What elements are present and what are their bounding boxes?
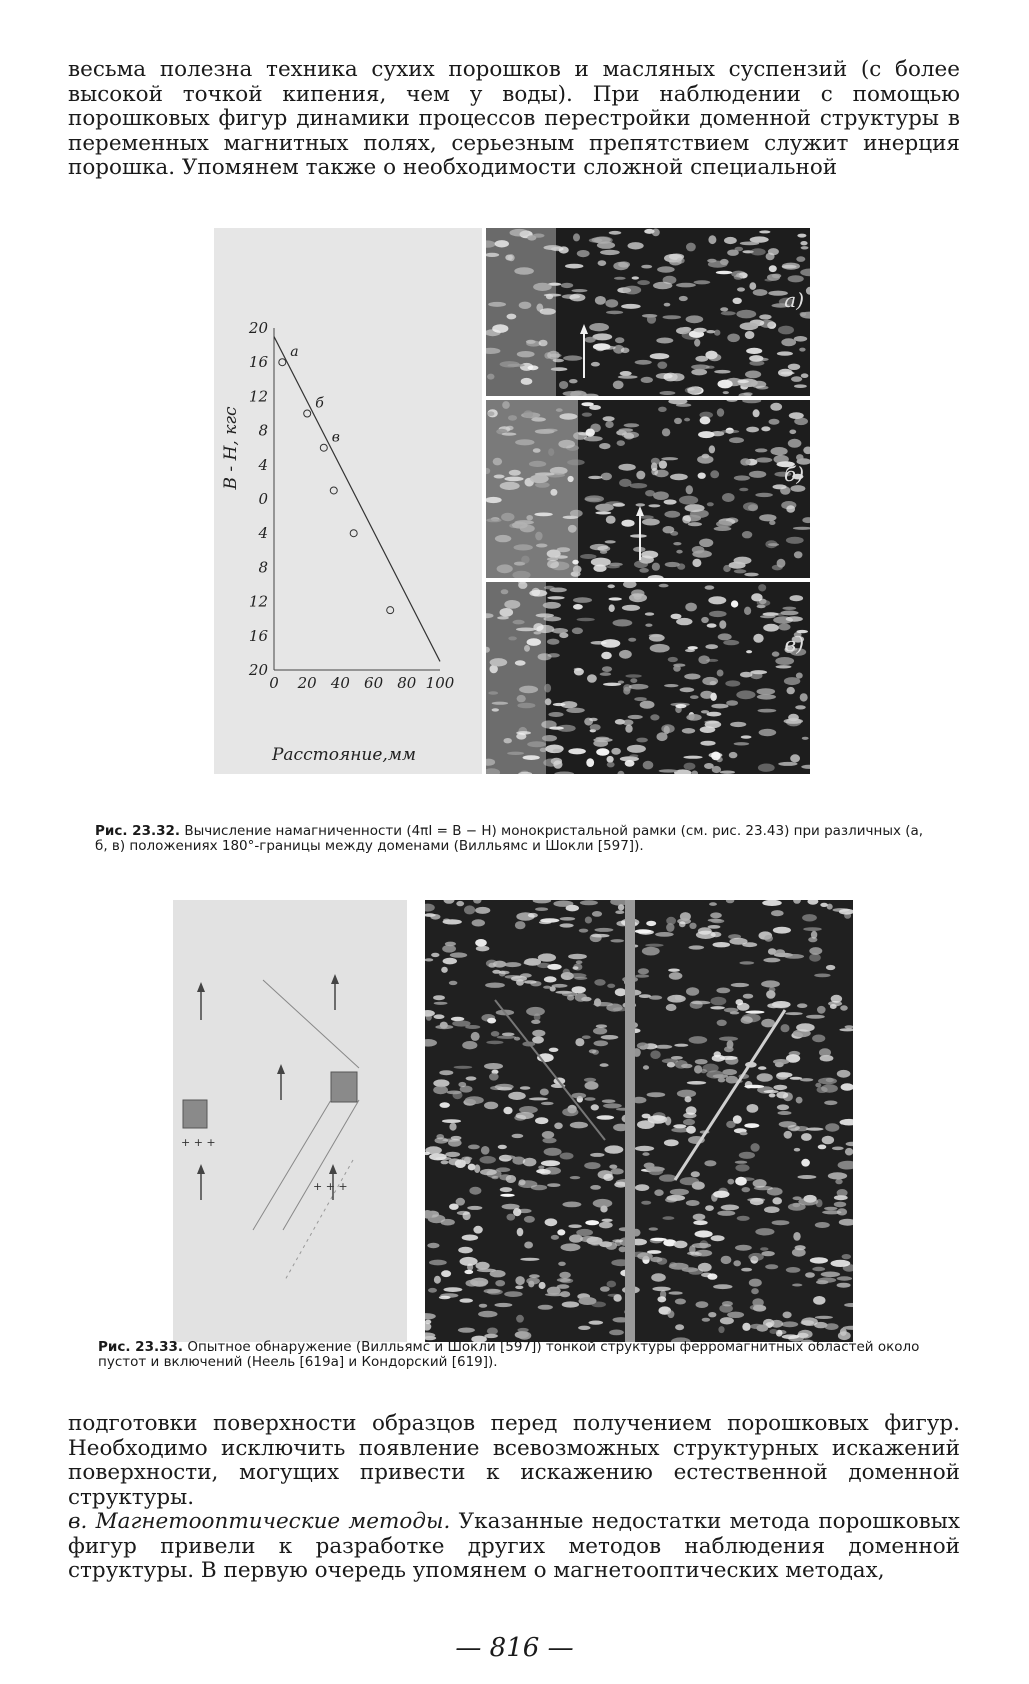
caption-label: Рис. 23.32. [95,823,181,839]
y-tick-label: 4 [258,455,268,474]
y-tick-label: 8 [258,421,268,440]
y-tick-label: 20 [248,661,268,679]
magnetization-plot [214,228,482,774]
y-tick-label: 4 [258,524,268,543]
domain-photo-c [486,582,810,774]
x-tick-label: 80 [397,674,417,692]
figure-23-32-plot [214,228,482,774]
figure-23-32-caption [95,824,935,854]
divider-strip [625,900,635,1342]
x-tick-label: 60 [364,674,384,692]
inclusion-diagram-drawing [173,900,407,1342]
fit-line [274,337,440,662]
domain-photo-b [486,400,810,578]
page-number: — 816 — [455,1633,574,1663]
void-square-icon [183,1100,207,1128]
domain-photo-c-image [486,582,810,774]
body-paragraph: подготовки поверхности образцов перед получением порошковых фигур. Необходимо исключить появление всевозможных структурных искажений поверхности, могущих привести к искажению естественной доменной структуры. [68,1411,960,1510]
figure-23-32 [214,228,810,774]
caption-label: Рис. 23.33. [98,1339,184,1355]
data-point [279,359,286,366]
data-point [320,444,327,451]
x-tick-label: 100 [425,674,455,692]
y-tick-label: 20 [248,319,268,337]
y-tick-label: 12 [248,387,268,406]
domain-photo-a [486,228,810,396]
y-tick-label: 12 [248,592,268,611]
y-tick-label: 8 [258,558,268,577]
charge-signs-void: + + + [181,1136,216,1149]
data-point [350,530,357,537]
caption-text: Опытное обнаружение (Вилльямс и Шокли [597]) тонкой структуры ферромагнитных областей около пустот и включений (Неель [619а] и Кондорский [619]). [98,1339,920,1370]
domain-fine-structure-photo [425,900,853,1342]
body-paragraph [68,1510,960,1584]
inclusion-diagram [173,900,407,1342]
point-label: б [315,395,324,412]
panel-label-c: в) [784,632,804,656]
y-axis-label: B - H, кгс [221,406,241,490]
x-tick-label: 20 [297,674,317,692]
body-text-top: весьма полезна техника сухих порошков и масляных суспензий (с более высокой точкой кипения, чем у воды). При наблюдении с помощью порошковых фигур динамики процессов перестройки доменной структуры в переменных магнитных полях, серьезным препятствием служит инерция порошка. Упомянем также о необходимости сложной специальной [68,57,960,180]
charge-signs-inclusion: + + + [313,1180,348,1193]
y-tick-label: 16 [248,626,268,645]
data-point [330,487,337,494]
x-tick-label: 40 [330,674,350,692]
x-axis-label: Расстояние,мм [271,745,417,765]
inclusion-square-icon [331,1072,357,1102]
body-text-bottom [68,1412,960,1584]
caption-text: Вычисление намагниченности (4πI = B − H) монокристальной рамки (см. рис. 23.43) при различных (а, б, в) положениях 180°-границы между доменами (Вилльямс и Шокли [597]). [95,823,924,854]
domain-fine-structure-image [425,900,853,1342]
panel-label-a: а) [784,288,804,312]
point-label: в [331,429,340,446]
x-tick-label: 0 [269,674,279,692]
panel-label-b: б) [783,462,804,486]
y-tick-label: 16 [248,353,268,372]
data-point [304,410,311,417]
section-heading: в. Магнетооптические методы. [68,1509,451,1534]
domain-photo-b-image [486,400,810,578]
figure-23-33 [173,900,853,1342]
data-point [387,607,394,614]
figure-23-33-caption [98,1340,938,1370]
section-text: Указанные недостатки метода порошковых фигур привели к разработке других методов наблюдения доменной структуры. В первую очередь упомянем о магнетооптических методах, [68,1509,961,1583]
domain-photo-a-image [486,228,810,396]
point-label: а [290,344,299,361]
y-tick-label: 0 [258,490,268,508]
